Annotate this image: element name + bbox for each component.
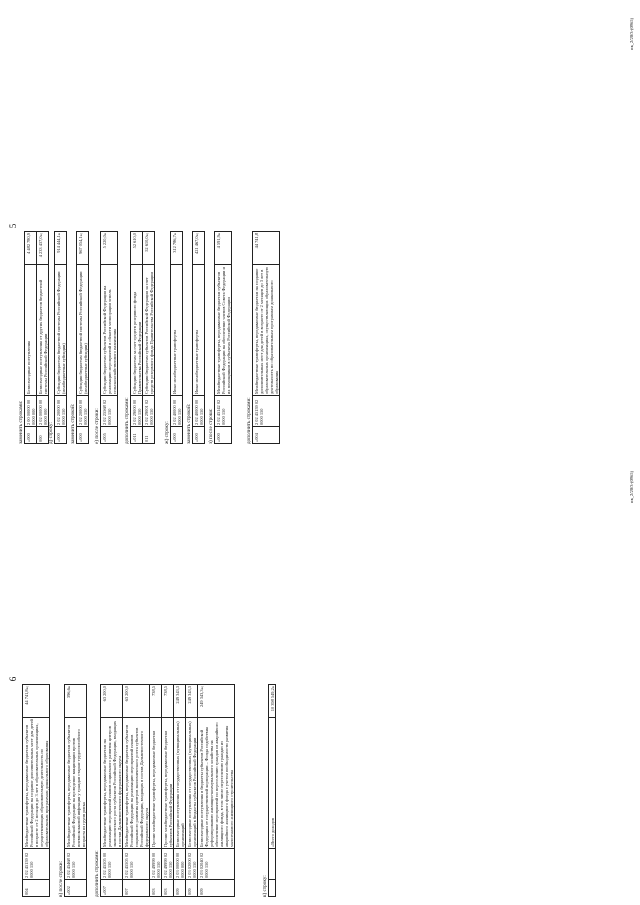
cell-kbk-code: 2 02 49999 00 0000 150 [150, 849, 162, 880]
table-row [101, 685, 123, 897]
cell-description: Субсидии бюджетам субъектов Российской Федерации на реализацию мероприятий в области мелиорации земель сельскохозяйственного назначения [101, 265, 118, 396]
table-row [193, 232, 205, 444]
cell-amount: 4 482 780,9 [25, 232, 37, 265]
cell-description: Иные межбюджетные трансферты [171, 265, 183, 396]
amendment-table [22, 684, 50, 897]
amendment-table [268, 684, 276, 897]
cell-admin-code: «000 [215, 427, 232, 444]
cell-admin-code: «004 [253, 427, 280, 444]
cell-admin-code: 000 [37, 427, 49, 444]
table-row [171, 232, 183, 444]
block-label: дополнить строками: [124, 397, 130, 444]
cell-kbk-code: 2 02 45505 02 0000 150 [123, 849, 150, 880]
cell-amount: 967 054,1»; [77, 232, 89, 265]
table-row [150, 685, 162, 897]
table-row [174, 685, 186, 897]
cell-admin-code: 009 [174, 880, 186, 897]
amendment-table [24, 231, 49, 444]
cell-description: Иные межбюджетные трансферты [193, 265, 205, 396]
amendment-table [130, 231, 155, 444]
page-number: 6 [8, 676, 18, 682]
amendment-table [64, 684, 87, 897]
page-5 [0, 0, 640, 452]
cell-kbk-code: 2 02 45159 02 0000 150 [23, 849, 50, 880]
block-label: дополнить строками: [94, 850, 100, 897]
cell-description: Субсидии бюджетам бюджетной системы Российской Федерации (межбюджетные субсидии) [55, 265, 67, 396]
cell-kbk-code: 2 02 20000 00 0000 150 [55, 396, 67, 427]
cell-description: Безвозмездные поступления [25, 265, 37, 396]
cell-kbk-code: 2 00 00000 00 0000 000 [25, 396, 37, 427]
cell-amount: 4 591,9» [215, 232, 232, 265]
cell-amount: 738,5 [150, 685, 162, 718]
cell-admin-code: «011 [131, 427, 143, 444]
block-label: дополнить строками: [246, 397, 252, 444]
cell-amount: 249 343,3 [186, 685, 198, 718]
amendment-table [54, 231, 67, 444]
table-row [162, 685, 174, 897]
cell-admin-code: 004 [23, 880, 50, 897]
cell-admin-code: «000 [171, 427, 183, 444]
cell-kbk-code: 2 02 29000 00 0000 150 [131, 396, 143, 427]
amendment-table [252, 231, 280, 444]
document-id: ик_2/20/3-(0965) [629, 471, 634, 503]
table-row [55, 232, 67, 444]
table-row [198, 685, 235, 897]
table-row [143, 232, 155, 444]
cell-description: Межбюджетные трансферты, передаваемые бюджетам на реализацию мероприятий планов социального развития центров экономического роста субъектов Российской Федерации, входящих в состав Дальневосточного федерального округа [101, 718, 123, 849]
cell-description: Безвозмездные поступления от государственных (муниципальных) организаций в бюджеты субъектов Российской Федерации [186, 718, 198, 849]
cell-description: Безвозмездные поступления от других бюджетов бюджетной системы Российской Федерации [37, 265, 49, 396]
cell-description: Субсидии бюджетам за счет средств резервного фонда Правительства Российской Федерации [131, 265, 143, 396]
cell-description: «Всего доходов [269, 718, 276, 849]
amendment-table [214, 231, 232, 444]
cell-description: Безвозмездные поступления в бюджеты субъектов Российской Федерации от государственной корпорации – Фонда содействия реформированию жилищно-коммунального хозяйства на обеспечение мероприятий по переселению граждан из аварийного жилищного фонда, в том числе переселению граждан из аварийного жилищного фонда с учетом необходимости развития малоэтажного жилищного строительства [198, 718, 235, 849]
cell-admin-code [269, 880, 276, 897]
cell-description: Межбюджетные трансферты, передаваемые бюджетам субъектов Российской Федерации на реализацию мероприятий планов социального развития центров экономического роста субъектов Российской Федерации, входящих в состав Дальневосточного федерального округа [123, 718, 150, 849]
page-6-content [0, 453, 640, 905]
cell-description: Межбюджетные трансферты, передаваемые бюджетам субъектов Российской Федерации на обеспечение членов Совета Федерации и их помощников в субъектах Российской Федерации [215, 265, 232, 396]
amendment-table [192, 231, 205, 444]
table-row [131, 232, 143, 444]
table-row [215, 232, 232, 444]
table-row [37, 232, 49, 444]
table-row [123, 685, 150, 897]
amendment-table [100, 231, 118, 444]
block-label: ж) строку: [164, 421, 170, 444]
cell-amount: 738,5 [162, 685, 174, 718]
amendment-table [170, 231, 183, 444]
cell-description: Прочие межбюджетные трансферты, передаваемые бюджетам [150, 718, 162, 849]
cell-kbk-code: 2 02 45142 02 0000 150 [215, 396, 232, 427]
table-row [253, 232, 280, 444]
cell-amount: 63 200,0 [101, 685, 123, 718]
cell-amount: 52 610,0»; [143, 232, 155, 265]
table-row [77, 232, 89, 444]
cell-amount: 5 220,0» [101, 232, 118, 265]
cell-amount: 44 741,8 [253, 232, 280, 265]
cell-amount: 44 741,8»; [23, 685, 50, 718]
cell-kbk-code: 2 02 45505 00 0000 150 [101, 849, 123, 880]
cell-admin-code: 003 [150, 880, 162, 897]
cell-admin-code: 011 [143, 427, 155, 444]
cell-description: Межбюджетные трансферты, передаваемые бюджетам на создание дополнительных мест для детей в возрасте от 2 месяцев до 3 лет в образовательных организациях, осуществляющих образовательную деятельность по образовательным программам дошкольного образования [253, 265, 280, 396]
cell-kbk-code [269, 849, 276, 880]
cell-amount: 52 610,0 [131, 232, 143, 265]
table-row [186, 685, 198, 897]
block-label: заменить строкой: [186, 403, 192, 444]
block-label: д) строку: [48, 422, 54, 444]
block-label: з) после строки: [208, 408, 214, 444]
cell-admin-code: 003 [162, 880, 174, 897]
cell-amount: 396,6» [65, 685, 87, 718]
document-id: ик_2/20/3-(0965) [629, 18, 634, 50]
cell-amount: 63 200,0 [123, 685, 150, 718]
cell-kbk-code: 2 02 45468 02 0000 150 [65, 849, 87, 880]
cell-kbk-code: 2 02 00000 00 0000 000 [37, 396, 49, 427]
cell-description: Межбюджетные трансферты, передаваемые бюджетам субъектов Российской Федерации на создание дополнительных мест для детей в возрасте от 2 месяцев до 3 лет в образовательных организациях, осуществляющих образовательную деятельность по образовательным программам дошкольного образования [23, 719, 49, 847]
amendment-table [76, 231, 89, 444]
cell-amount: 249 343,3»; [198, 685, 235, 718]
cell-amount: 249 343,3 [174, 685, 186, 718]
cell-amount: 421 467,0»; [193, 232, 205, 265]
cell-kbk-code: 2 03 02040 02 0000 150 [198, 849, 235, 880]
cell-admin-code: 007 [123, 880, 150, 897]
cell-kbk-code: 2 02 25568 02 0000 150 [101, 396, 118, 427]
cell-admin-code: «000 [55, 427, 67, 444]
cell-kbk-code: 2 02 45159 02 0000 150 [253, 396, 280, 427]
cell-kbk-code: 2 02 49999 02 0000 150 [162, 849, 174, 880]
cell-description: Межбюджетные трансферты, передаваемые бюджетам субъектов Российской Федерации на проведение вакцинации против пневмококковой инфекции у граждан старше трудоспособного возраста из групп риска [65, 718, 87, 849]
table-row [25, 232, 37, 444]
block-label: заменить строками: [18, 400, 24, 444]
table-row [23, 685, 50, 897]
cell-kbk-code: 2 02 40000 00 0000 150 [171, 396, 183, 427]
cell-admin-code: 009 [198, 880, 235, 897]
cell-description: Субсидии бюджетам субъектов Российской Федерации за счет средств резервного фонда Правительства Российской Федерации [143, 265, 155, 396]
cell-admin-code: 009 [186, 880, 198, 897]
cell-kbk-code: 2 02 40000 00 0000 150 [193, 396, 205, 427]
cell-admin-code: «005 [101, 427, 118, 444]
cell-admin-code: «007 [101, 880, 123, 897]
cell-admin-code: «002 [65, 880, 87, 897]
cell-description: Безвозмездные поступления от государственных (муниципальных) организаций [174, 718, 186, 849]
cell-kbk-code: 2 02 29001 02 0000 150 [143, 396, 155, 427]
amendment-table [100, 684, 235, 897]
cell-amount: 10 398 549,2» [269, 685, 276, 718]
cell-amount: 914 444,1» [55, 232, 67, 265]
table-row [65, 685, 87, 897]
cell-kbk-code: 2 03 00000 00 0000 000 [174, 849, 186, 880]
block-label: к) строку: [262, 875, 268, 897]
table-row [101, 232, 118, 444]
table-row [269, 685, 276, 897]
block-label: в) после строки: [58, 860, 64, 897]
block-label: заменить строкой: [70, 403, 76, 444]
cell-admin-code: «000 [25, 427, 37, 444]
cell-kbk-code: 2 02 20000 00 0000 150 [77, 396, 89, 427]
cell-admin-code: «000 [193, 427, 205, 444]
page-number: 5 [8, 223, 18, 229]
block-label: е) после строки: [94, 408, 100, 444]
cell-kbk-code: 2 03 02000 02 0000 150 [186, 849, 198, 880]
cell-amount: 312 786,7» [171, 232, 183, 265]
page-5-content [0, 0, 640, 452]
cell-admin-code: «000 [77, 427, 89, 444]
cell-description: Прочие межбюджетные трансферты, передаваемые бюджетам субъектов Российской Федерации [162, 718, 174, 849]
cell-description: Субсидии бюджетам бюджетной системы Российской Федерации (межбюджетные субсидии) [77, 265, 89, 396]
cell-amount: 4 233 437,0»; [37, 232, 49, 265]
page-6 [0, 453, 640, 905]
